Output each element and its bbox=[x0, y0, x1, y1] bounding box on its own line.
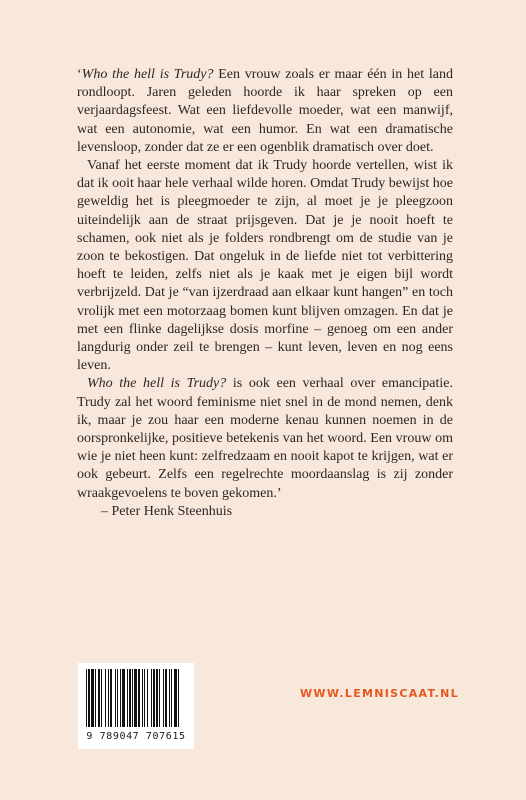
barcode-bar bbox=[120, 669, 121, 727]
paragraph-1-text: Een vrouw zoals er maar één in het land rondloopt. Jaren geleden hoorde ik haar spreken op een verjaardagsfeest. Wat een liefdevolle moeder, wat een manwijf, wat een autonomie, wat een humor. En wat een dramatische levensloop, zonder dat ze er een ogenblik dramatisch over doet. bbox=[77, 67, 453, 155]
barcode-bar bbox=[142, 669, 143, 727]
barcode-bar bbox=[159, 669, 160, 727]
book-title-italic: Who the hell is Trudy? bbox=[81, 67, 214, 82]
barcode-bar bbox=[156, 669, 158, 727]
barcode-bar bbox=[153, 669, 155, 727]
paragraph-3-text: is ook een verhaal over emancipatie. Trudy zal het woord feminisme niet snel in de mond nemen, denk ik, maar je zou haar een moderne kenau kunnen noemen in de oorspronkelijke, positieve betekenis van het woord. Een vrouw om wie je niet heen kunt: zelfredzaam en nooit kapot te krijgen, wat er ook gebeurt. Zelfs een regelrechte moordaanslag is zij zonder wraakgevoelens te boven gekomen.’ bbox=[77, 376, 453, 501]
barcode-bar bbox=[134, 669, 137, 727]
barcode-bar bbox=[144, 669, 145, 727]
barcode-bar bbox=[91, 669, 94, 727]
barcode-bar bbox=[115, 669, 116, 727]
barcode-bar bbox=[110, 669, 112, 727]
barcode-bar bbox=[171, 669, 172, 727]
barcode-bar bbox=[132, 669, 133, 727]
opening-quote: ‘ bbox=[77, 67, 82, 82]
barcode-bar bbox=[105, 669, 106, 727]
blurb-paragraph-3 bbox=[77, 375, 453, 502]
barcode-bar bbox=[174, 669, 177, 727]
barcode-bars bbox=[78, 663, 194, 731]
barcode-bar bbox=[163, 669, 164, 727]
barcode-bar bbox=[95, 669, 96, 727]
barcode-bar bbox=[138, 669, 140, 727]
barcode-bar bbox=[98, 669, 100, 727]
publisher-website: WWW.LEMNISCAAT.NL bbox=[300, 687, 459, 700]
barcode-bar bbox=[108, 669, 109, 727]
barcode-bar bbox=[151, 669, 152, 727]
book-title-italic: Who the hell is Trudy? bbox=[87, 376, 227, 392]
barcode-bar bbox=[127, 669, 128, 727]
barcode-bar bbox=[117, 669, 118, 727]
barcode-bar bbox=[169, 669, 170, 727]
blurb-text bbox=[77, 66, 453, 521]
isbn-number: 9 789047 707615 bbox=[86, 731, 186, 742]
isbn-barcode bbox=[78, 663, 194, 749]
barcode-bar bbox=[88, 669, 90, 727]
barcode-bar bbox=[165, 669, 167, 727]
barcode-bar bbox=[86, 669, 87, 727]
blurb-paragraph-2: Vanaf het eerste moment dat ik Trudy hoorde vertellen, wist ik dat ik ooit haar hele verhaal wilde horen. Omdat Trudy bewijst hoe geweldig het is pleegmoeder te zijn, al moet je je pleegzoon uiteindelijk aan de straat prijsgeven. Dat je je nooit hoeft te schamen, ook niet als je folders rondbrengt om de studie van je zoon te bekostigen. Dat ongeluk in de liefde niet tot verbittering hoeft te leiden, zelfs niet als je kaak met je eigen bijl wordt verbrijzeld. Dat je “van ijzerdraad aan elkaar kunt hangen” en toch vrolijk met een motorzaag bomen kunt blijven omzagen. En dat je met een flinke dagelijkse dosis morfine – genoeg om een ander langdurig onder zeil te brengen – kunt leven, leven en nog eens leven. bbox=[77, 158, 453, 374]
barcode-bar bbox=[101, 669, 102, 727]
author-signature: – Peter Henk Steenhuis bbox=[101, 503, 233, 519]
barcode-bar bbox=[129, 669, 131, 727]
barcode-bar bbox=[147, 669, 148, 727]
blurb-paragraph-1 bbox=[77, 66, 453, 157]
barcode-bar bbox=[178, 669, 179, 727]
barcode-bar bbox=[122, 669, 125, 727]
